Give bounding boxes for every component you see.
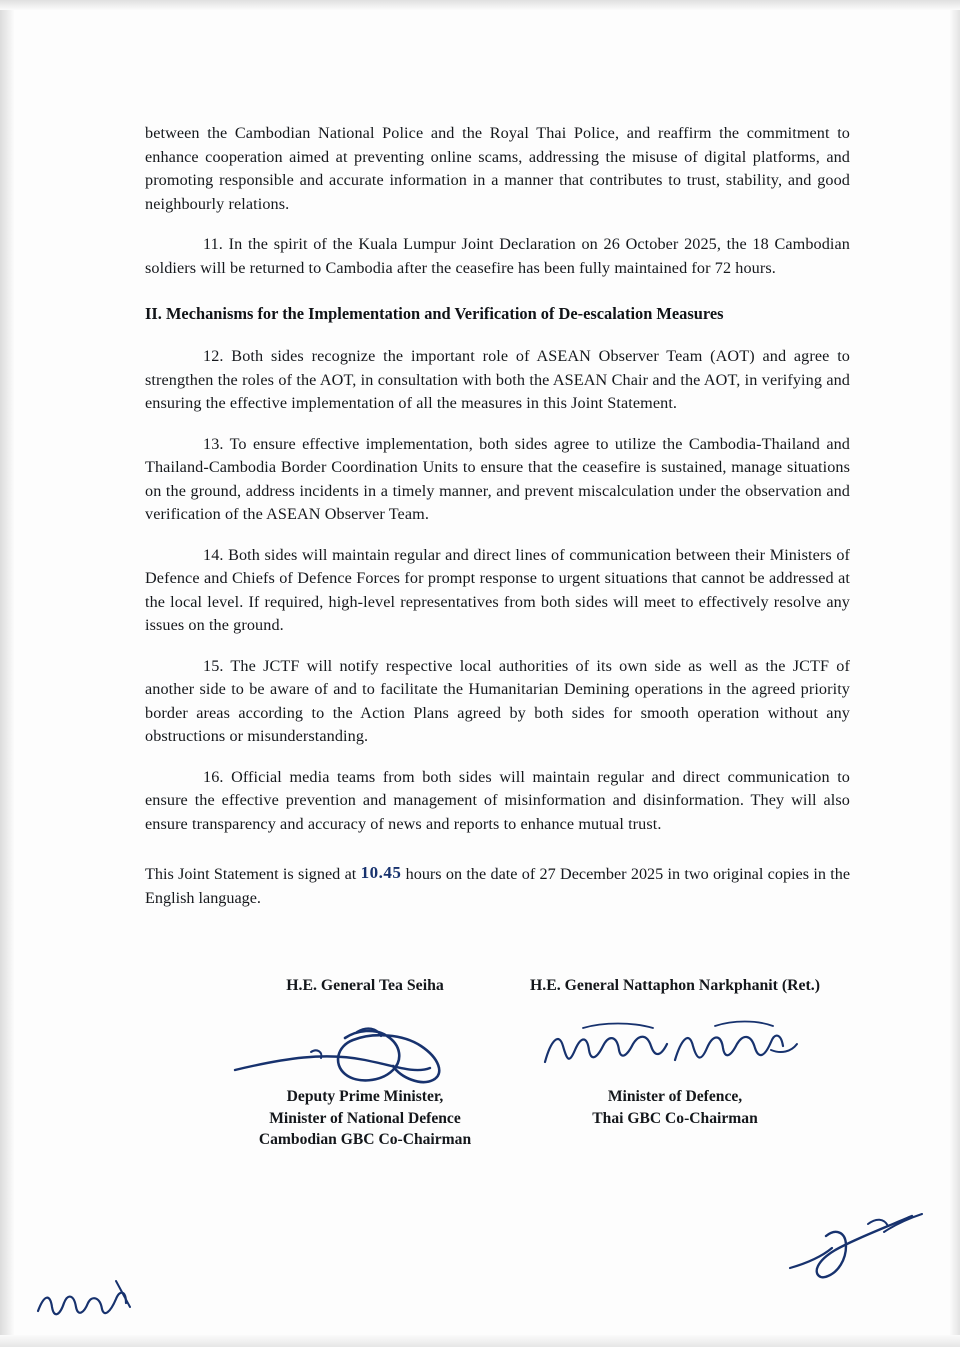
paragraph-13: 13. To ensure effective implementation, both sides agree to utilize the Cambodia-Thailand and Thailand-Cambodia Border Coordination Units to ensure that the ceasefire is sustained, manage situations on the ground, address incidents in a timely manner, and prevent miscalculation under the observation and verification of the ASEAN Observer Team. xyxy=(145,434,850,523)
signing-clause xyxy=(145,862,850,910)
signature-mark-cambodian xyxy=(205,1000,525,1086)
signature-title-line: Deputy Prime Minister, xyxy=(286,1088,444,1105)
section-heading-ii: II. Mechanisms for the Implementation and Verification of De-escalation Measures xyxy=(145,304,724,323)
signature-block xyxy=(145,975,850,1165)
handwritten-time-value: 10.45 xyxy=(360,863,402,882)
signature-name-thai: H.E. General Nattaphon Narkphanit (Ret.) xyxy=(529,977,821,994)
paragraph-12: 12. Both sides recognize the important role of ASEAN Observer Team (AOT) and agree to strengthen the roles of the AOT, in consultation with both the ASEAN Chair and the AOT, in verifying and ensuring the effective implementation of all the measures in this Joint Statement. xyxy=(145,347,850,412)
scan-edge-bottom xyxy=(0,1335,960,1347)
signature-cambodian xyxy=(205,975,525,1151)
paragraph-11: 11. In the spirit of the Kuala Lumpur Joint Declaration on 26 October 2025, the 18 Cambodian soldiers will be returned to Cambodia after the ceasefire has been fully maintained for 72 hours. xyxy=(145,235,850,277)
paragraph-16: 16. Official media teams from both sides will maintain regular and direct communication to ensure the effective prevention and management of misinformation and disinformation. They will also ensure transparency and accuracy of news and reports to enhance mutual trust. xyxy=(145,767,850,833)
margin-initial-bottom-left-icon xyxy=(30,1269,140,1329)
handwritten-signature-icon xyxy=(225,1008,525,1098)
signature-thai xyxy=(505,975,845,1129)
document-body xyxy=(145,122,850,910)
scan-edge-left xyxy=(0,0,14,1347)
signing-clause-prefix: This Joint Statement is signed at xyxy=(145,865,357,883)
signature-title-line: Minister of National Defence xyxy=(269,1109,461,1127)
signature-title-line: Cambodian GBC Co-Chairman xyxy=(258,1131,472,1148)
paragraph-15: 15. The JCTF will notify respective local authorities of its own side as well as the JCTF of another side to be aware of and to facilitate the Humanitarian Demining operations in the agreed priority border areas according to the Action Plans agreed by both sides for smooth operation without any obstructions or misunderstanding. xyxy=(145,656,850,745)
handwritten-signature-icon xyxy=(525,1006,825,1086)
margin-initial-bottom-right-icon xyxy=(780,1202,930,1292)
scan-edge-right xyxy=(950,0,960,1347)
signing-clause-suffix: hours on the date of 27 December 2025 in two original copies in the English language. xyxy=(145,865,851,907)
signature-title-line: Minister of Defence, xyxy=(607,1088,743,1105)
signature-mark-thai xyxy=(505,1000,845,1086)
paragraph-continuation: between the Cambodian National Police and the Royal Thai Police, and reaffirm the commitment to enhance cooperation aimed at preventing online scams, addressing the misuse of digital platforms, and promoting responsible and accurate information in a manner that contributes to trust, stability, and good neighbourly relations. xyxy=(145,124,850,213)
paragraph-14: 14. Both sides will maintain regular and direct lines of communication between their Ministers of Defence and Chiefs of Defence Forces for prompt response to urgent situations that cannot be addressed at the local level. If required, high-level representatives from both sides will meet to effectively resolve any issues on the ground. xyxy=(145,545,850,634)
signature-title-line: Thai GBC Co-Chairman xyxy=(592,1109,758,1127)
scan-edge-top xyxy=(0,0,960,10)
signature-name-cambodian: H.E. General Tea Seiha xyxy=(286,977,444,994)
signature-title-thai xyxy=(505,1086,845,1129)
signature-title-cambodian xyxy=(205,1086,525,1151)
